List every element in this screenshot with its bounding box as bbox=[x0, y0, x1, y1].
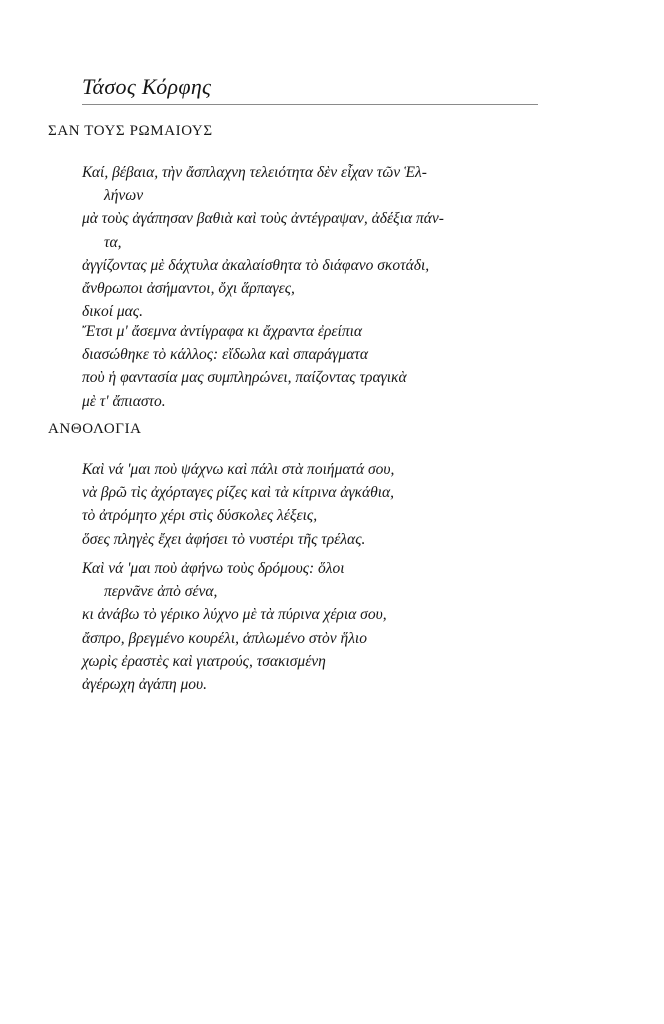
poem-title-2: ΑΝΘΟΛΟΓΙΑ bbox=[48, 421, 142, 437]
verse-line: Καὶ νά 'μαι ποὺ ἀφήνω τοὺς δρόμους: ὅλοι bbox=[82, 560, 345, 577]
verse-line: δικοί μας. bbox=[82, 303, 143, 321]
verse-line: Καὶ νά 'μαι ποὺ ψάχνω καὶ πάλι στὰ ποιήματά σου, bbox=[82, 461, 395, 478]
verse-line: ἀγγίζοντας μὲ δάχτυλα ἀκαλαίσθητα τὸ διάφανο σκοτάδι, bbox=[82, 256, 430, 274]
verse-line: ὅσες πληγὲς ἔχει ἀφήσει τὸ νυστέρι τῆς τρέλας. bbox=[82, 530, 366, 548]
verse-line: χωρὶς ἐραστὲς καὶ γιατρούς, τσακισμένη bbox=[82, 652, 326, 670]
verse-line: μὰ τοὺς ἀγάπησαν βαθιὰ καὶ τοὺς ἀντέγραψαν, ἀδέξια πάν- bbox=[82, 210, 444, 228]
verse-line: ἄσπρο, βρεγμένο κουρέλι, ἁπλωμένο στὸν ἥλιο bbox=[82, 629, 367, 647]
verse-line: Καί, βέβαια, τὴν ἄσπλαχνη τελειότητα δὲν εἶχαν τῶν Ἑλ- bbox=[82, 164, 427, 181]
author-name: Τάσος Κόρφης bbox=[82, 74, 212, 99]
verse-line: περνᾶνε ἀπὸ σένα, bbox=[104, 583, 218, 601]
verse-line: Ἔτσι μ' ἄσεμνα ἀντίγραφα κι ἄχραντα ἐρείπια bbox=[82, 323, 363, 340]
poem-2-stanza-2 bbox=[82, 557, 552, 696]
verse-line: ἀγέρωχη ἀγάπη μου. bbox=[82, 675, 208, 693]
header-rule bbox=[82, 104, 538, 105]
poem-1-stanza-2 bbox=[82, 320, 552, 413]
poem-2-stanza-1 bbox=[82, 458, 552, 551]
poem-1-stanza-1 bbox=[82, 161, 552, 323]
poem-title-1: ΣΑΝ ΤΟΥΣ ΡΩΜΑΙΟΥΣ bbox=[48, 123, 213, 139]
verse-line: διασώθηκε τὸ κάλλος: εἴδωλα καὶ σπαράγματα bbox=[82, 346, 368, 364]
verse-line: λήνων bbox=[104, 187, 144, 205]
verse-line: τα, bbox=[104, 233, 122, 251]
verse-line: μὲ τ' ἄπιαστο. bbox=[82, 392, 166, 410]
verse-line: ἄνθρωποι ἀσήμαντοι, ὄχι ἅρπαγες, bbox=[82, 279, 295, 297]
verse-line: ποὺ ἡ φαντασία μας συμπληρώνει, παίζοντας τραγικὰ bbox=[82, 369, 407, 387]
verse-line: νὰ βρῶ τὶς ἀχόρταγες ρίζες καὶ τὰ κίτρινα ἀγκάθια, bbox=[82, 484, 395, 502]
verse-line: κι ἀνάβω τὸ γέρικο λύχνο μὲ τὰ πύρινα χέρια σου, bbox=[82, 606, 387, 624]
verse-line: τὸ ἀτρόμητο χέρι στὶς δύσκολες λέξεις, bbox=[82, 507, 318, 525]
